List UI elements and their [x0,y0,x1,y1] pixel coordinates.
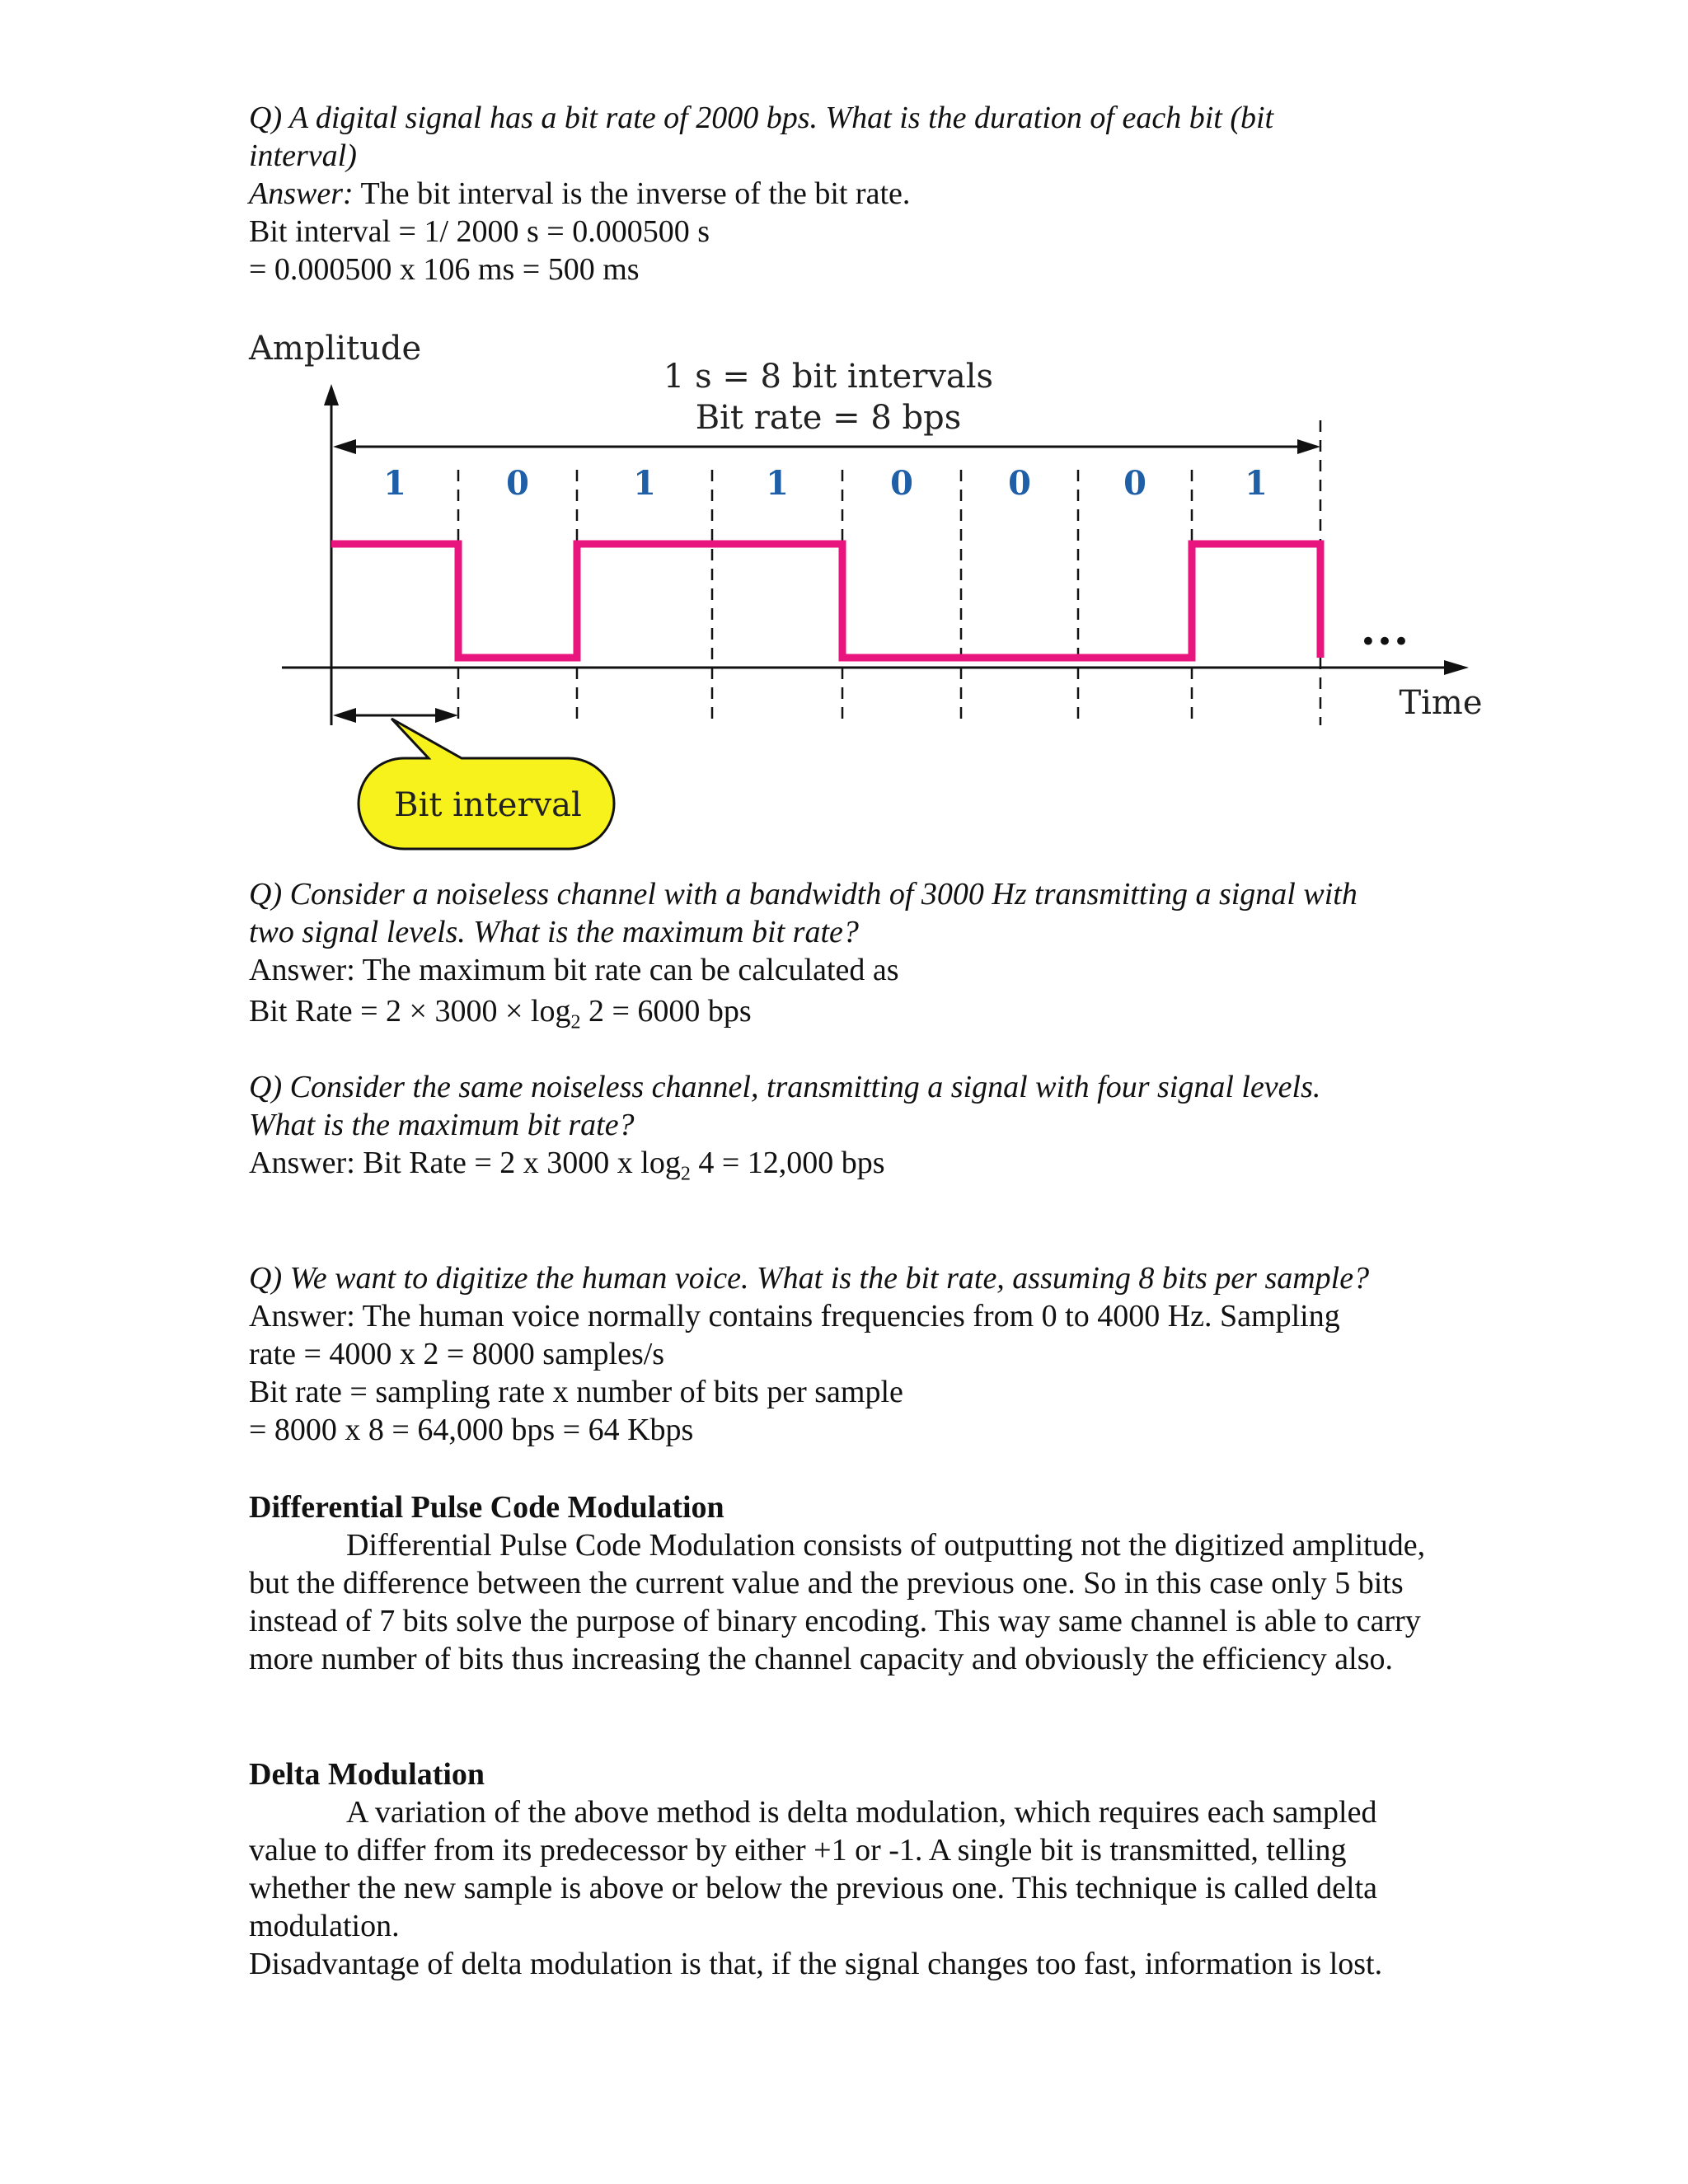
q1-line3: Bit interval = 1/ 2000 s = 0.000500 s [249,214,710,249]
q2-formula-pre: Bit Rate = 2 × 3000 × log [249,994,571,1029]
q1-question-cont: interval) [249,138,357,173]
q2-formula-sub: 2 [570,1011,581,1033]
q3-question: Q) Consider the same noiseless channel, transmitting a signal with four signal levels. [249,1070,1321,1104]
q4-question: Q) We want to digitize the human voice. What is the bit rate, assuming 8 bits per sample? [249,1261,1370,1296]
bit-labels [383,464,1268,503]
q1-line4: = 0.000500 x 106 ms = 500 ms [249,252,640,287]
bit-label: 0 [1008,464,1031,503]
bit-label: 0 [506,464,529,503]
time-label: Time [1399,684,1483,722]
delta-disadvantage: Disadvantage of delta modulation is that, if the signal changes too fast, information is lost. [249,1947,1383,1981]
bit-interval-right-arrow-icon [435,708,458,723]
span-left-arrow-icon [333,439,356,454]
q4-answer-4: = 8000 x 8 = 64,000 bps = 64 Kbps [249,1413,694,1447]
bit-label: 1 [633,464,656,503]
dpcm-body [249,1526,1452,1678]
q1-answer [249,175,910,213]
bit-interval-left-arrow-icon [333,708,356,723]
q2-question-cont: two signal levels. What is the maximum bit rate? [249,915,859,949]
y-axis-arrow-icon [324,384,339,405]
bit-rate-figure [0,313,1688,857]
dpcm-heading: Differential Pulse Code Modulation [249,1490,724,1525]
bit-label: 0 [1123,464,1146,503]
top-label-2: Bit rate = 8 bps [695,399,962,437]
delta-body-text: A variation of the above method is delta modulation, which requires each sampled value to differ from its predecessor by either +1 or -1. A single bit is transmitted, telling whether the new sample is above or below the previous one. This technique is called delta modulation. [249,1795,1378,1943]
delta-body [249,1793,1452,1945]
q3-answer-pre: Answer: Bit Rate = 2 x 3000 x log [249,1146,681,1180]
dpcm-body-text: Differential Pulse Code Modulation consists of outputting not the digitized amplitude, but the difference between the current value and the previous one. So in this case only 5 bits instead of 7 bits solve the purpose of binary encoding. This way same channel is able to carry more number of bits thus increasing the channel capacity and obviously the efficiency also. [249,1528,1426,1676]
bit-label: 0 [890,464,913,503]
q1-question: Q) A digital signal has a bit rate of 2000 bps. What is the duration of each bit (bit [249,101,1274,135]
amplitude-label: Amplitude [249,330,422,368]
q4-answer-2: rate = 4000 x 2 = 8000 samples/s [249,1337,665,1371]
bit-label: 1 [1245,464,1268,503]
delta-heading: Delta Modulation [249,1757,485,1792]
callout-label: Bit interval [394,786,582,824]
q1-answer-text: The bit interval is the inverse of the bit rate. [360,176,911,211]
q3-question-cont: What is the maximum bit rate? [249,1108,635,1142]
bit-label: 1 [766,464,789,503]
q4-answer-1: Answer: The human voice normally contains frequencies from 0 to 4000 Hz. Sampling [249,1299,1340,1333]
q3-answer [249,1144,885,1185]
q2-formula [249,992,752,1033]
top-label-1: 1 s = 8 bit intervals [663,358,994,396]
digital-signal [331,544,1320,658]
q2-question: Q) Consider a noiseless channel with a bandwidth of 3000 Hz transmitting a signal with [249,877,1357,912]
ellipsis: ••• [1359,626,1410,658]
q2-formula-post: 2 = 6000 bps [580,994,752,1029]
span-right-arrow-icon [1297,439,1320,454]
q3-answer-sub: 2 [680,1163,691,1185]
q2-answer: Answer: The maximum bit rate can be calculated as [249,953,899,987]
bit-interval-callout [359,719,614,849]
q1-answer-label: Answer: [249,176,354,211]
x-axis-arrow-icon [1444,660,1469,675]
q4-answer-3: Bit rate = sampling rate x number of bits per sample [249,1375,903,1409]
q3-answer-post: 4 = 12,000 bps [690,1146,885,1180]
bit-label: 1 [383,464,406,503]
